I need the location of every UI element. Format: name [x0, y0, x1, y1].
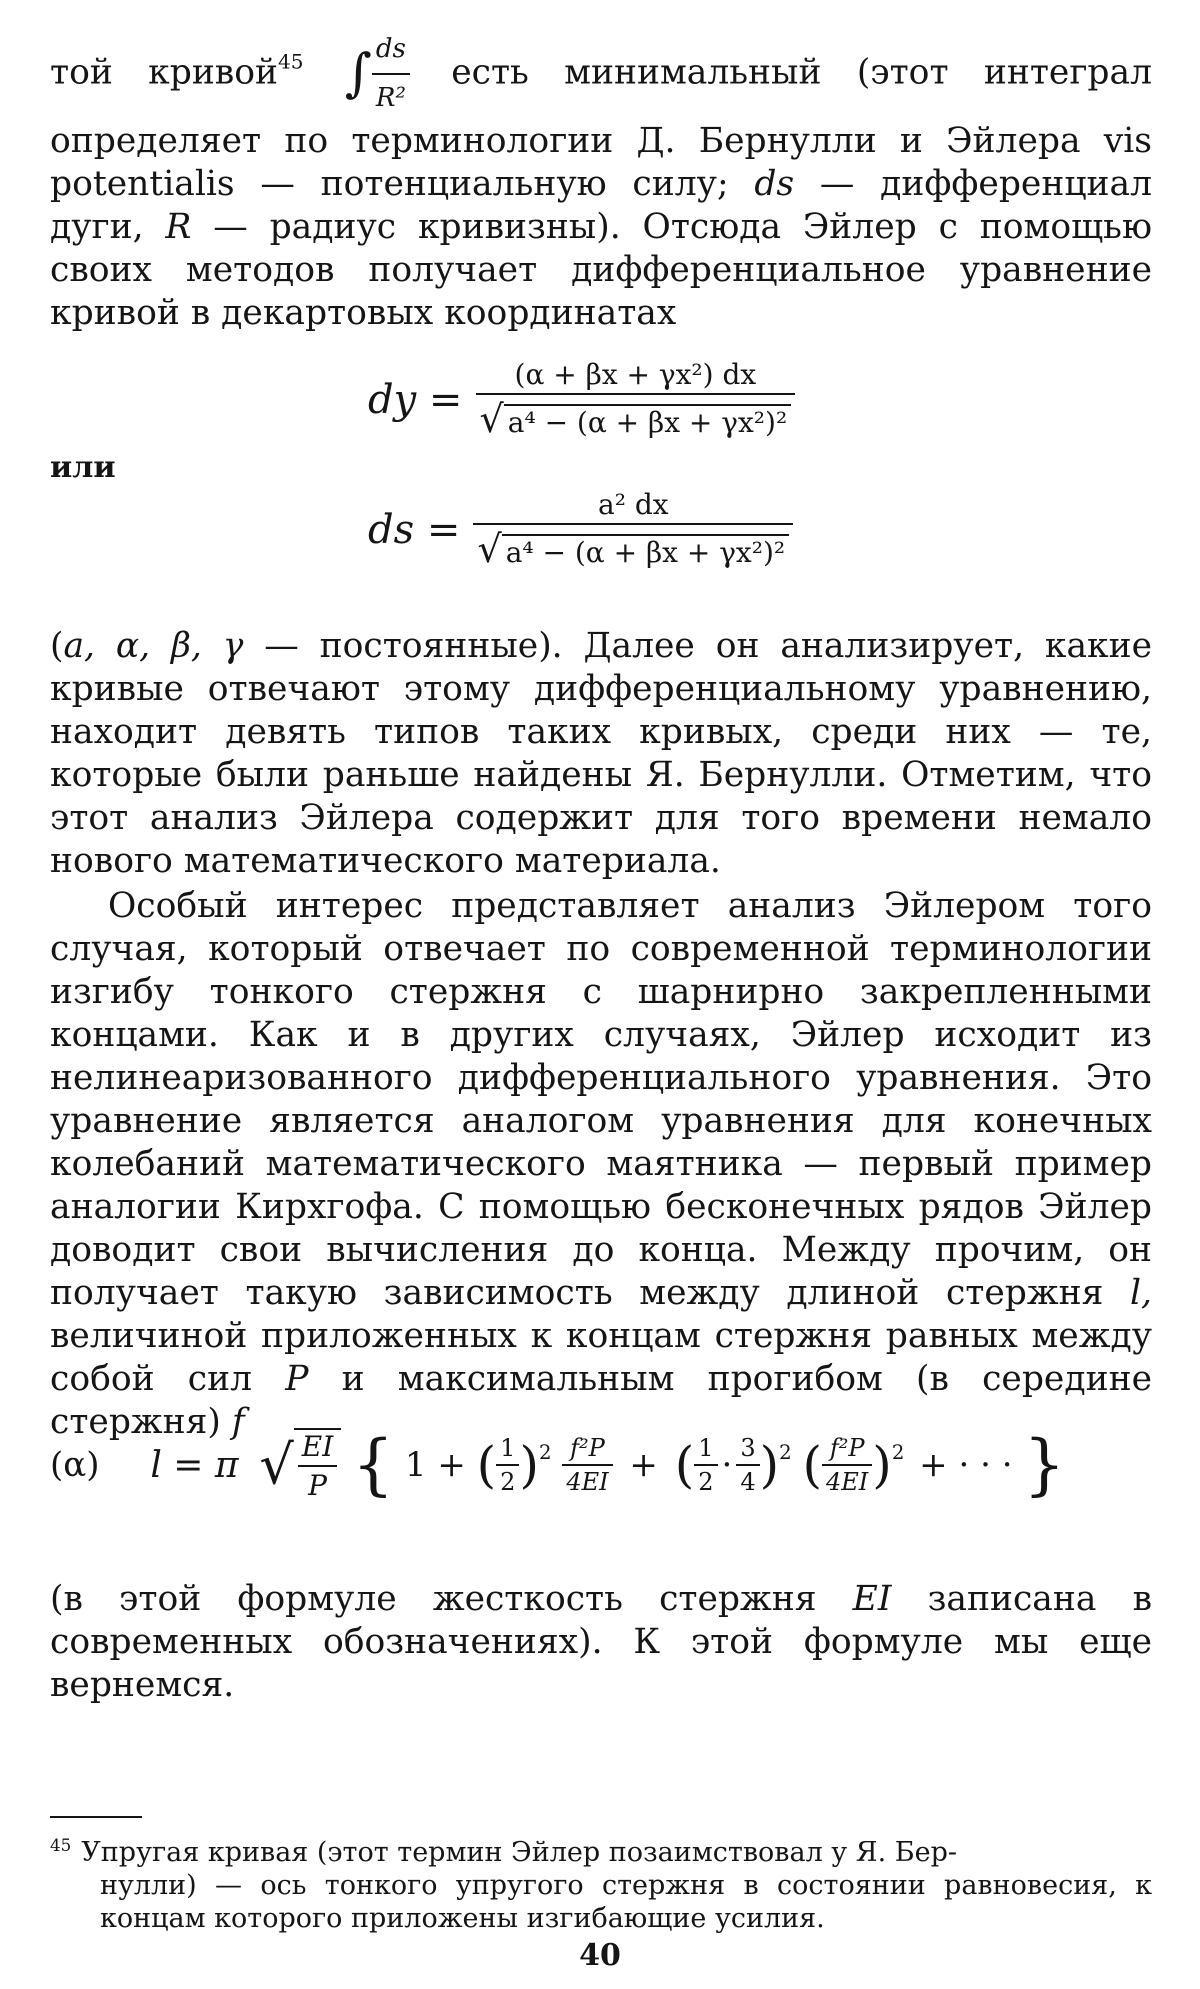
- paragraph-4: [50, 1578, 1152, 1707]
- text-run: Особый интерес представляет анализ Эйлером того случая, который отвечает по современной терминологии изгибу тонкого стержня с шарнирно закрепленными концами. Как и в других случаях, Эйлер исходит из нелинеаризованного дифференциального уравнения. Это уравнение является аналогом уравнения для конечных колебаний математического маятника — первый пример аналогии Кирхгофа. С помощью бесконечных рядов Эйлер доводит свои вычисления до конца. Между прочим, он получает такую зависимость между длиной стержня: [50, 886, 1152, 1313]
- equation-lhs: ds =: [368, 506, 461, 553]
- equation-label: (α): [50, 1445, 100, 1485]
- close-paren: ): [519, 1436, 539, 1494]
- equation-dy: [368, 358, 795, 441]
- close-brace: }: [1023, 1426, 1066, 1503]
- fraction-denominator: 2: [496, 1464, 519, 1496]
- radicand-numerator: EI: [301, 1430, 334, 1463]
- sqrt-sign: √: [479, 397, 504, 441]
- equation-lhs: l = π: [150, 1444, 239, 1486]
- text-run: — радиус кривизны). Отсюда Эйлер с помощью своих методов получает дифференциальное уравнение кривой в декартовых координатах: [50, 207, 1152, 333]
- equation-denominator: a⁴ − (α + βx + γx²)²: [502, 534, 789, 569]
- equation-denominator: a⁴ − (α + βx + γx²)²: [504, 404, 791, 439]
- symbol-R: R: [165, 207, 192, 247]
- exponent: 2: [779, 1441, 792, 1465]
- fraction-denominator: 4EI: [822, 1464, 872, 1496]
- symbol-constants: a, α, β, γ: [63, 626, 244, 666]
- sqrt-sign: √: [259, 1433, 294, 1497]
- equation-term: 1 +: [404, 1445, 466, 1485]
- text-run: записана в современных обозначениях). К этой формуле мы еще вернемся.: [50, 1579, 1153, 1705]
- text-run: величиной приложенных к концам стержня равных между собой сил: [50, 1316, 1152, 1399]
- fraction-numerator: 1: [698, 1434, 714, 1462]
- radicand-denominator: P: [298, 1465, 338, 1502]
- text-run: и максимальным прогибом (в середине стержня): [50, 1359, 1152, 1442]
- integral-denominator: R²: [372, 73, 410, 120]
- paragraph-2: [50, 625, 1152, 883]
- inline-integral: ∫ $\frac{ds}{\text{R²}}$: [345, 28, 410, 120]
- text-run: (: [50, 626, 64, 666]
- fraction-denominator: 4EI: [562, 1464, 612, 1496]
- fraction-numerator: f²P: [570, 1434, 605, 1462]
- equation-ds: [368, 488, 793, 571]
- footnote-text-rest: нулли) — ось тонкого упругого стержня в состоянии равновесия, к концам которого приложены изгибающие усилия.: [100, 1870, 1152, 1934]
- equation-alpha: [50, 1428, 1065, 1502]
- symbol-ds: ds: [754, 164, 795, 204]
- close-paren: ): [872, 1436, 892, 1494]
- connector-word: или: [50, 450, 116, 485]
- fraction-denominator: 2: [694, 1464, 717, 1496]
- fraction-denominator: 4: [736, 1464, 759, 1496]
- footnote-number: 45: [50, 1834, 72, 1855]
- plus-sign: +: [629, 1445, 658, 1485]
- sqrt-sign: √: [477, 527, 502, 571]
- fraction-numerator: f²P: [829, 1434, 865, 1462]
- symbol-P: P: [285, 1359, 309, 1399]
- dot-operator: ·: [721, 1445, 733, 1485]
- paragraph-1: [50, 28, 1152, 335]
- open-paren: (: [476, 1436, 497, 1494]
- equation-lhs: dy =: [368, 376, 463, 423]
- open-paren: (: [802, 1436, 823, 1494]
- footnote-divider: [50, 1816, 142, 1818]
- text-run: той кривой: [50, 52, 278, 93]
- open-paren: (: [674, 1436, 695, 1494]
- equation-numerator: a² dx: [598, 488, 669, 521]
- footnote-ref: 45: [278, 49, 304, 74]
- exponent: 2: [891, 1441, 905, 1465]
- symbol-f: f: [231, 1402, 245, 1442]
- fraction-numerator: 3: [740, 1434, 756, 1462]
- exponent: 2: [538, 1441, 552, 1465]
- footnote-text-first-line: Упругая кривая (этот термин Эйлер позаимствовал у Я. Бер-: [81, 1837, 957, 1868]
- symbol-EI: EI: [852, 1579, 892, 1619]
- close-paren: ): [759, 1436, 780, 1494]
- text-run: (в этой формуле жесткость стержня: [50, 1579, 817, 1619]
- paragraph-3: [50, 885, 1152, 1444]
- open-brace: {: [352, 1426, 395, 1503]
- equation-numerator: (α + βx + γx²) dx: [514, 358, 757, 391]
- series-continuation: + · · ·: [919, 1445, 1013, 1485]
- text-run: — дифференциал дуги,: [50, 164, 1152, 247]
- text-run: — постоянные). Далее он анализирует, какие кривые отвечают этому дифференциальному уравнению, находит девять типов таких кривых, среди них — те, которые были раньше найдены Я. Бернулли. Отметим, что этот анализ Эйлера содержит для того времени немало нового математического материала.: [50, 626, 1153, 881]
- integral-numerator: ds: [375, 34, 406, 64]
- fraction-numerator: 1: [500, 1434, 516, 1462]
- footnote: [50, 1836, 1152, 1935]
- page-number: 40: [579, 1938, 621, 1973]
- symbol-l: l,: [1130, 1273, 1153, 1313]
- text-run: есть минимальный (этот интеграл определяет по терминологии Д. Бернулли и Эйлера vis potentialis — потенциальную силу;: [50, 52, 1152, 204]
